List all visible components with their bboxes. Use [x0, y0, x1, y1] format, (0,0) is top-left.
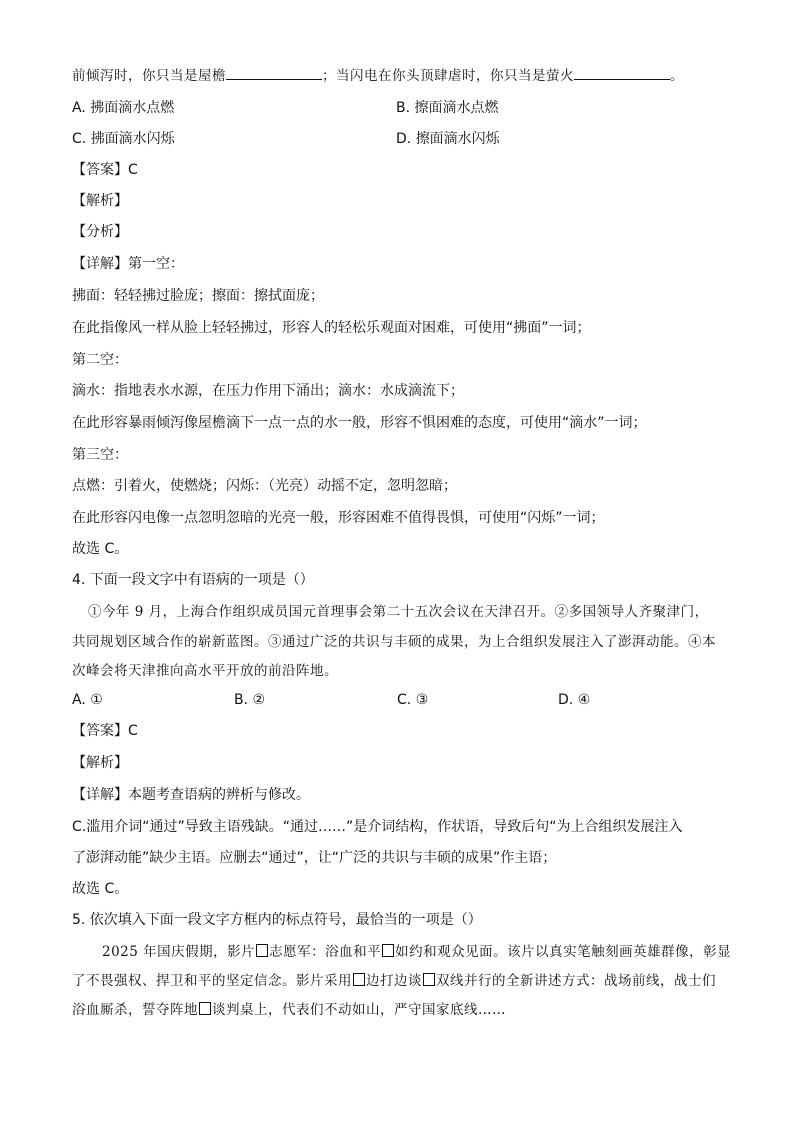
q3-detail-line: 拂面：轻轻拂过脸庞；擦面：擦拭面庞；: [72, 288, 324, 304]
q3-option-b: B. 擦面滴水点燃: [396, 100, 499, 116]
punctuation-box: [353, 973, 365, 986]
q3-detail-line: 第二空：: [72, 352, 128, 368]
q3-conclusion: 故选 C。: [72, 541, 129, 557]
q4-option-b: B. ②: [234, 692, 266, 708]
q4-detail-heading: 【详解】本题考查语病的辨析与修改。: [72, 787, 310, 803]
q3-stem-part: 前倾泻时，你只当是屋檐: [72, 68, 226, 84]
q3-detail-line: 点燃：引着火，使燃烧；闪烁：（光亮）动摇不定，忽明忽暗；: [72, 478, 457, 494]
q3-detail-line: 在此指像风一样从脸上轻轻拂过，形容人的轻松乐观面对困难，可使用“拂面”一词；: [72, 320, 591, 336]
q3-detail-line: 第三空：: [72, 447, 128, 463]
q4-option-a: A. ①: [72, 692, 103, 708]
q3-answer: 【答案】C: [72, 162, 138, 178]
q3-detail-line: 滴水：指地表水水源，在压力作用下涌出；滴水：水成滴流下；: [72, 383, 464, 399]
q3-fenxi-heading: 【分析】: [72, 224, 128, 240]
q3-detail-heading: 【详解】第一空：: [72, 256, 184, 272]
fill-blank: [574, 67, 670, 80]
fill-blank: [226, 67, 322, 80]
q3-stem: [72, 66, 684, 86]
q3-stem-part: ；当闪电在你头顶肆虐时，你只当是萤火: [322, 68, 574, 84]
q3-stem-part: 。: [670, 68, 684, 84]
q4-analysis-heading: 【解析】: [72, 755, 128, 771]
q3-analysis-heading: 【解析】: [72, 193, 128, 209]
q4-passage-line: 次峰会将天津推向高水平开放的前沿阵地。: [72, 663, 338, 679]
q4-detail-line: C.滥用介词“通过”导致主语残缺。“通过……”是介词结构，作状语，导致后句“为上合组织发展注入: [72, 819, 683, 835]
q4-detail-line: 了澎湃动能”缺少主语。应删去“通过”，让“广泛的共识与丰硕的成果”作主语；: [72, 850, 557, 866]
q4-option-d: D. ④: [558, 692, 591, 708]
q3-option-c: C. 拂面滴水闪烁: [72, 131, 175, 147]
q5-passage-line: 2025 年国庆假期，影片 志愿军：浴血和平 如约和观众见面。该片以真实笔触刻画英雄群像，彰显: [102, 944, 732, 960]
q3-detail-line: 在此形容闪电像一点忽明忽暗的光亮一般，形容困难不值得畏惧，可使用“闪烁”一词；: [72, 510, 605, 526]
q5-stem: 5. 依次填入下面一段文字方框内的标点符号，最恰当的一项是（）: [72, 912, 482, 928]
q4-passage-line: ①今年 9 月，上海合作组织成员国元首理事会第二十五次会议在天津召开。②多国领导人齐聚津门，: [88, 604, 709, 620]
q4-answer: 【答案】C: [72, 723, 138, 739]
punctuation-box: [199, 1002, 211, 1015]
q4-stem: 4. 下面一段文字中有语病的一项是（）: [72, 572, 314, 588]
q5-passage-line: 浴血厮杀，誓夺阵地 谈判桌上，代表们不动如山，严守国家底线……: [72, 1002, 506, 1018]
q3-detail-line: 在此形容暴雨倾泻像屋檐滴下一点一点的水一般，形容不惧困难的态度，可使用“滴水”一词；: [72, 415, 647, 431]
punctuation-box: [382, 944, 394, 957]
q4-conclusion: 故选 C。: [72, 881, 129, 897]
q3-option-d: D. 擦面滴水闪烁: [396, 131, 500, 147]
punctuation-box: [423, 973, 435, 986]
q4-option-c: C. ③: [397, 692, 429, 708]
q5-passage-line: 了不畏强权、捍卫和平的坚定信念。影片采用 边打边谈 双线并行的全新讲述方式：战场前线，战士们: [72, 973, 716, 989]
q4-passage-line: 共同规划区域合作的崭新蓝图。③通过广泛的共识与丰硕的成果，为上合组织发展注入了澎湃动能。④本: [72, 634, 716, 650]
q3-option-a: A. 拂面滴水点燃: [72, 100, 175, 116]
punctuation-box: [256, 944, 268, 957]
